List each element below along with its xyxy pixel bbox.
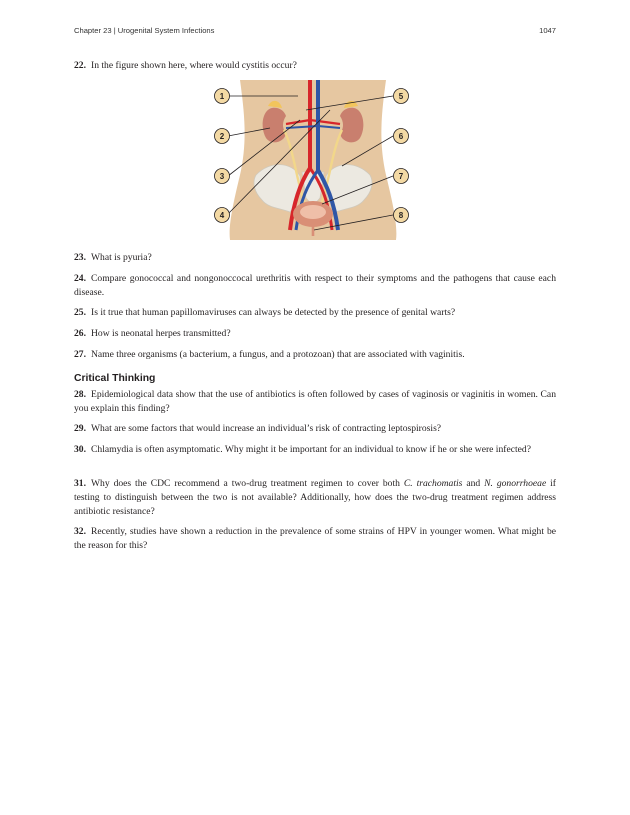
question-30 bbox=[74, 443, 556, 457]
callout-7 bbox=[394, 169, 409, 184]
left-kidney bbox=[263, 108, 286, 143]
critical-thinking-heading: Critical Thinking bbox=[74, 373, 156, 384]
svg-text:4: 4 bbox=[219, 211, 225, 220]
svg-text:8: 8 bbox=[398, 211, 404, 220]
callout-6 bbox=[394, 129, 409, 144]
svg-text:1: 1 bbox=[219, 92, 225, 101]
species-name-gonorrhoeae: N. gonorrhoeae bbox=[484, 478, 547, 489]
question-number: 23. bbox=[74, 252, 86, 263]
question-text: Chlamydia is often asymptomatic. Why might it be important for an individual to know if he or she were infected? bbox=[91, 444, 531, 455]
question-text: Name three organisms (a bacterium, a fungus, and a protozoan) that are associated with vaginitis. bbox=[91, 349, 465, 360]
question-number: 32. bbox=[74, 526, 86, 537]
callout-4 bbox=[215, 208, 230, 223]
question-23 bbox=[74, 251, 556, 265]
question-text: What are some factors that would increase an individual’s risk of contracting leptospirosis? bbox=[91, 423, 442, 434]
callout-1 bbox=[215, 89, 230, 104]
question-text: In the figure shown here, where would cystitis occur? bbox=[91, 60, 297, 71]
svg-text:5: 5 bbox=[398, 92, 404, 101]
svg-text:7: 7 bbox=[398, 172, 404, 181]
question-24 bbox=[74, 272, 556, 300]
question-number: 26. bbox=[74, 328, 86, 339]
question-number: 25. bbox=[74, 307, 86, 318]
question-number: 31. bbox=[74, 478, 86, 489]
urinary-system-illustration bbox=[210, 80, 416, 242]
question-31 bbox=[74, 477, 556, 519]
svg-text:6: 6 bbox=[398, 132, 404, 141]
question-number: 24. bbox=[74, 273, 86, 284]
question-25 bbox=[74, 306, 556, 320]
urinary-system-figure bbox=[210, 80, 416, 242]
question-text: Epidemiological data show that the use of antibiotics is often followed by cases of vaginosis or vaginitis in women. Can you explain this finding? bbox=[74, 389, 556, 414]
question-27 bbox=[74, 348, 556, 362]
question-text: Compare gonococcal and nongonoccocal urethritis with respect to their symptoms and the pathogens that cause each disease. bbox=[74, 273, 556, 298]
question-number: 28. bbox=[74, 389, 86, 400]
question-26 bbox=[74, 327, 556, 341]
question-number: 29. bbox=[74, 423, 86, 434]
callout-2 bbox=[215, 129, 230, 144]
chapter-title: Urogenital System Infections bbox=[117, 26, 215, 35]
callout-5 bbox=[394, 89, 409, 104]
question-text-part: if testing to distinguish between the two is not available? Additionally, how does the two-drug treatment regimen address antibiotic resistance? bbox=[74, 478, 556, 517]
question-number: 22. bbox=[74, 60, 86, 71]
callout-8 bbox=[394, 208, 409, 223]
svg-text:2: 2 bbox=[219, 132, 225, 141]
question-text-part: Why does the CDC recommend a two-drug treatment regimen to cover both bbox=[91, 478, 404, 489]
chapter-number: Chapter 23 bbox=[74, 26, 112, 35]
question-text: Recently, studies have shown a reduction in the prevalence of some strains of HPV in younger women. What might be the reason for this? bbox=[74, 526, 556, 551]
question-text: Is it true that human papillomaviruses can always be detected by the presence of genital warts? bbox=[91, 307, 456, 318]
question-29 bbox=[74, 422, 556, 436]
question-text-part: and bbox=[462, 478, 485, 489]
chapter-heading: Chapter 23 | Urogenital System Infections bbox=[74, 26, 215, 35]
species-name-chlamydia: C. trachomatis bbox=[403, 478, 463, 489]
page-number: 1047 bbox=[539, 26, 556, 35]
bladder-inner bbox=[300, 205, 326, 219]
question-text: How is neonatal herpes transmitted? bbox=[91, 328, 231, 339]
callout-3 bbox=[215, 169, 230, 184]
question-32 bbox=[74, 525, 556, 553]
question-number: 30. bbox=[74, 444, 86, 455]
question-28 bbox=[74, 388, 556, 416]
question-number: 27. bbox=[74, 349, 86, 360]
right-kidney bbox=[340, 108, 363, 143]
svg-text:3: 3 bbox=[219, 172, 225, 181]
question-text: What is pyuria? bbox=[91, 252, 152, 263]
question-22 bbox=[74, 59, 556, 73]
